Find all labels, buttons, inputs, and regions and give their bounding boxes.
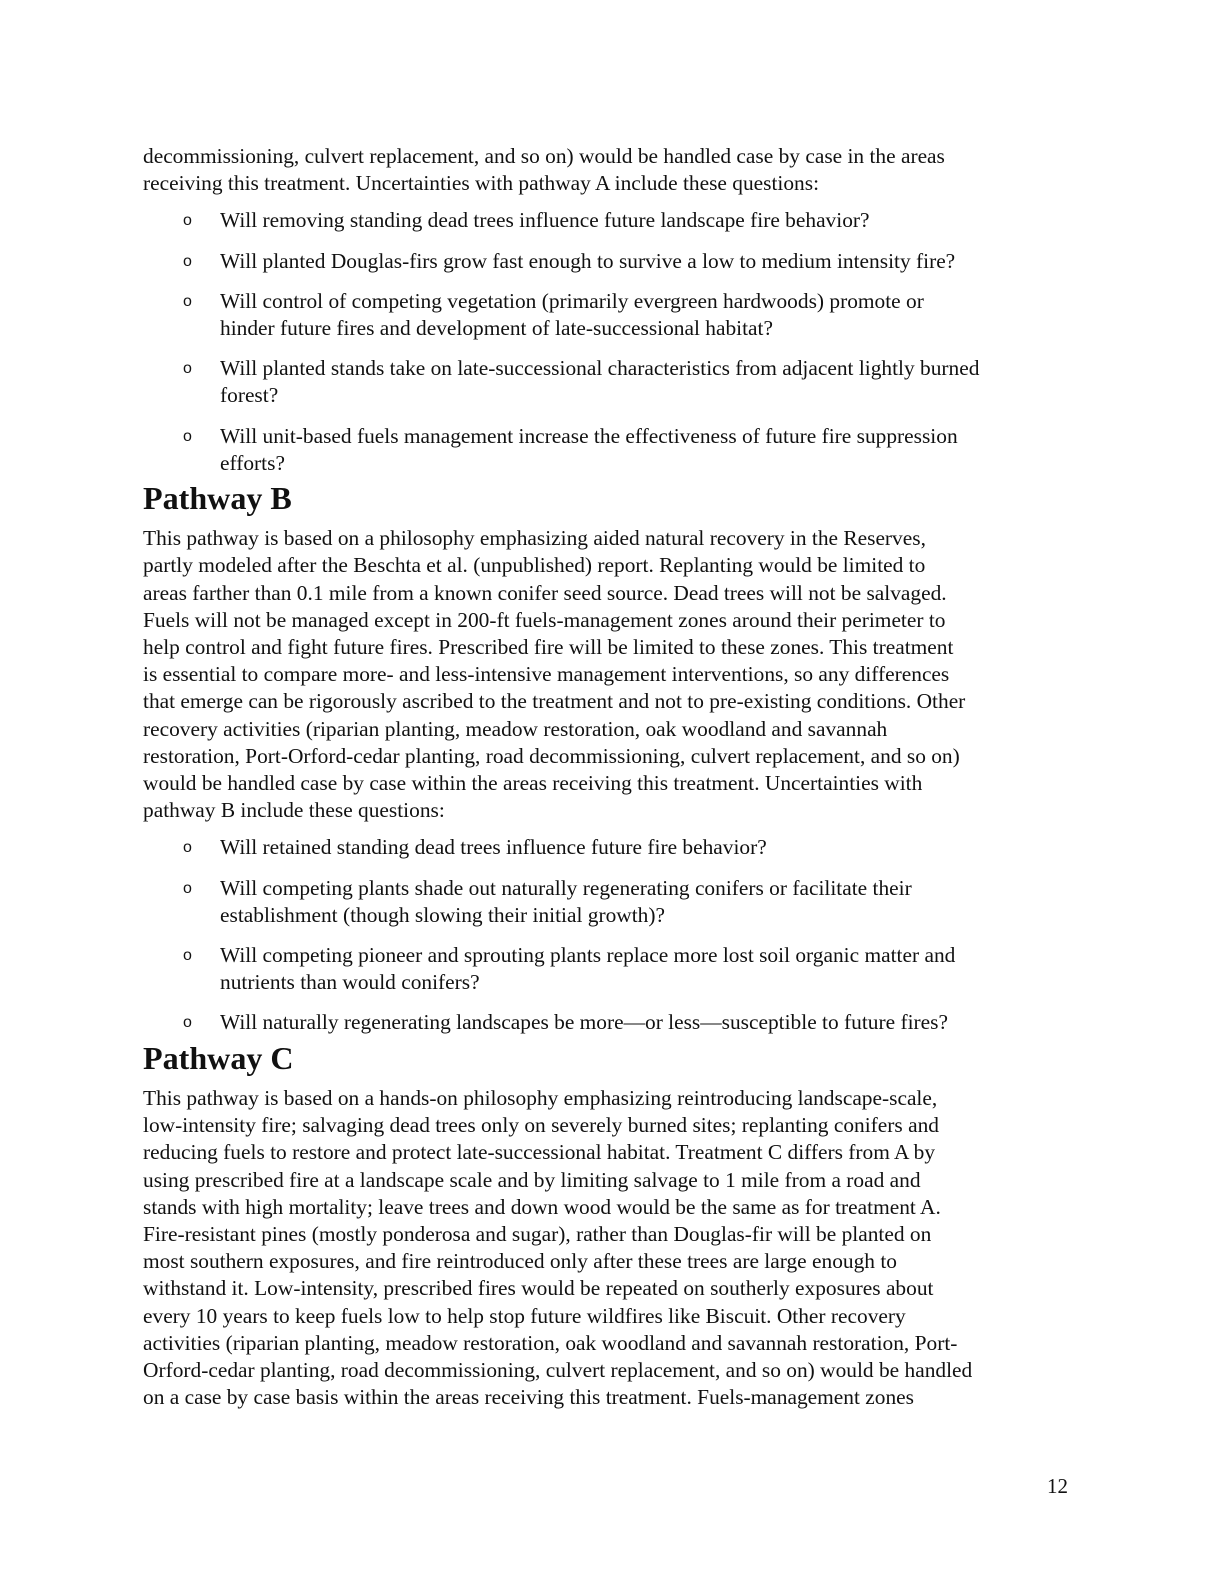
text-line: Fuels will not be managed except in 200-ft fuels-management zones around their perimeter to bbox=[143, 607, 946, 632]
text-line: stands with high mortality; leave trees and down wood would be the same as for treatment A. bbox=[143, 1194, 941, 1219]
list-item bbox=[143, 875, 1083, 929]
hollow-bullet-icon: o bbox=[183, 360, 192, 378]
text-line: is essential to compare more- and less-intensive management interventions, so any differences bbox=[143, 662, 950, 687]
hollow-bullet-icon: o bbox=[183, 947, 192, 965]
list-item bbox=[143, 355, 1083, 409]
text-line: forest? bbox=[220, 383, 279, 408]
text-line: hinder future fires and development of late-successional habitat? bbox=[220, 316, 773, 341]
text-line: partly modeled after the Beschta et al. (unpublished) report. Replanting would be limited to bbox=[143, 553, 926, 578]
text-line: reducing fuels to restore and protect late-successional habitat. Treatment C differs from A by bbox=[143, 1140, 936, 1165]
text-line: using prescribed fire at a landscape scale and by limiting salvage to 1 mile from a road and bbox=[143, 1167, 921, 1192]
hollow-bullet-icon: o bbox=[183, 427, 192, 445]
list-item bbox=[143, 423, 1083, 477]
text-line: pathway B include these questions: bbox=[143, 798, 445, 823]
text-line: most southern exposures, and fire reintroduced only after these trees are large enough to bbox=[143, 1249, 897, 1274]
text-line: decommissioning, culvert replacement, and so on) would be handled case by case in the areas bbox=[143, 144, 945, 168]
text-line: nutrients than would conifers? bbox=[220, 970, 480, 995]
text-line: activities (riparian planting, meadow restoration, oak woodland and savannah restoration, Port- bbox=[143, 1330, 958, 1355]
hollow-bullet-icon: o bbox=[183, 839, 192, 857]
text-line: that emerge can be rigorously ascribed to the treatment and not to pre-existing conditions. Other bbox=[143, 689, 966, 714]
list-item bbox=[143, 207, 1083, 234]
text-line: Will competing plants shade out naturally regenerating conifers or facilitate their bbox=[220, 875, 912, 900]
text-line: Will planted Douglas-firs grow fast enough to survive a low to medium intensity fire? bbox=[220, 248, 956, 273]
hollow-bullet-icon: o bbox=[183, 212, 192, 230]
text-line: Will removing standing dead trees influence future landscape fire behavior? bbox=[220, 208, 870, 233]
text-line: receiving this treatment. Uncertainties with pathway A include these questions: bbox=[143, 171, 820, 196]
text-line: withstand it. Low-intensity, prescribed fires would be repeated on southerly exposures about bbox=[143, 1276, 934, 1301]
text-line: Will competing pioneer and sprouting plants replace more lost soil organic matter and bbox=[220, 943, 956, 968]
text-line: This pathway is based on a hands-on philosophy emphasizing reintroducing landscape-scale, bbox=[143, 1085, 938, 1110]
text-line: every 10 years to keep fuels low to help stop future wildfires like Biscuit. Other recovery bbox=[143, 1303, 906, 1328]
text-line: low-intensity fire; salvaging dead trees only on severely burned sites; replanting conifers and bbox=[143, 1113, 939, 1138]
text-line: on a case by case basis within the areas receiving this treatment. Fuels-management zones bbox=[143, 1385, 914, 1410]
text-line: Will planted stands take on late-successional characteristics from adjacent lightly burned bbox=[220, 356, 980, 381]
text-line: Will control of competing vegetation (primarily evergreen hardwoods) promote or bbox=[220, 288, 924, 313]
text-line: efforts? bbox=[220, 450, 285, 475]
text-line: help control and fight future fires. Prescribed fire will be limited to these zones. This treatment bbox=[143, 635, 954, 660]
hollow-bullet-icon: o bbox=[183, 879, 192, 897]
text-line: areas farther than 0.1 mile from a known conifer seed source. Dead trees will not be salvaged. bbox=[143, 580, 947, 605]
text-line: restoration, Port-Orford-cedar planting, road decommissioning, culvert replacement, and so on) bbox=[143, 743, 960, 768]
list-item bbox=[143, 248, 1083, 275]
text-line: Will unit-based fuels management increase the effectiveness of future fire suppression bbox=[220, 423, 958, 448]
hollow-bullet-icon: o bbox=[183, 252, 192, 270]
pathway-b-paragraph bbox=[143, 525, 1083, 824]
pathway-c-paragraph bbox=[143, 1085, 1083, 1411]
text-line: Will naturally regenerating landscapes be more—or less—susceptible to future fires? bbox=[220, 1010, 948, 1035]
intro-paragraph bbox=[143, 143, 1083, 197]
hollow-bullet-icon: o bbox=[183, 1014, 192, 1032]
text-line: Orford-cedar planting, road decommissioning, culvert replacement, and so on) would be handled bbox=[143, 1357, 973, 1382]
pathway-a-questions-list bbox=[143, 207, 1083, 477]
text-line: This pathway is based on a philosophy emphasizing aided natural recovery in the Reserves, bbox=[143, 526, 926, 551]
document-page bbox=[143, 143, 1083, 1411]
page-number: 12 bbox=[1047, 1474, 1068, 1498]
text-line: Will retained standing dead trees influence future fire behavior? bbox=[220, 835, 767, 860]
pathway-b-questions-list bbox=[143, 834, 1083, 1036]
text-line: Fire-resistant pines (mostly ponderosa and sugar), rather than Douglas-fir will be planted on bbox=[143, 1221, 932, 1246]
text-line: would be handled case by case within the areas receiving this treatment. Uncertainties with bbox=[143, 771, 923, 796]
pathway-c-heading: Pathway C bbox=[143, 1039, 294, 1076]
list-item bbox=[143, 1009, 1083, 1036]
list-item bbox=[143, 834, 1083, 861]
text-line: establishment (though slowing their initial growth)? bbox=[220, 902, 665, 927]
pathway-b-heading: Pathway B bbox=[143, 480, 292, 517]
list-item bbox=[143, 288, 1083, 342]
hollow-bullet-icon: o bbox=[183, 292, 192, 310]
list-item bbox=[143, 942, 1083, 996]
text-line: recovery activities (riparian planting, meadow restoration, oak woodland and savannah bbox=[143, 716, 888, 741]
